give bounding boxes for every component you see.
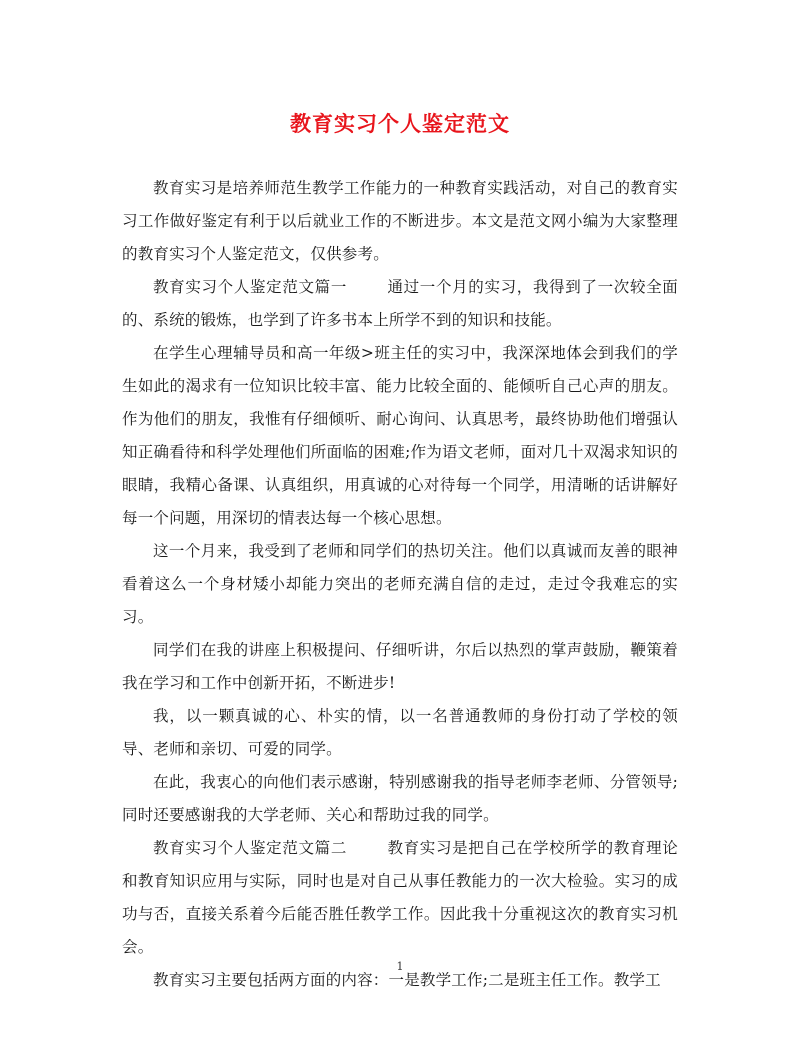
paragraph-section-1	[122, 271, 678, 337]
paragraph-sincere: 我，以一颗真诚的心、朴实的情，以一名普通教师的身份打动了学校的领导、老师和亲切、可爱的同学。	[122, 707, 678, 758]
section-1-text: 通过一个月的实习，我得到了一次较全面的、系统的锻炼，也学到了许多书本上所学不到的知识和技能。	[122, 278, 678, 329]
section-2-heading: 教育实习个人鉴定范文篇二	[153, 839, 347, 857]
paragraph-content: 教育实习主要包括两方面的内容：一是教学工作;二是班主任工作。教学工	[153, 971, 661, 989]
paragraph-month: 这一个月来，我受到了老师和同学们的热切关注。他们以真诚而友善的眼神看着这么一个身材矮小却能力突出的老师充满自信的走过，走过令我难忘的实习。	[122, 542, 678, 626]
paragraph-lecture: 同学们在我的讲座上积极提问、仔细听讲，尔后以热烈的掌声鼓励，鞭策着我在学习和工作中创新开拓，不断进步!	[122, 641, 678, 692]
section-2-text: 教育实习是把自己在学校所学的教育理论和教育知识应用与实际，同时也是对自己从事任教能力的一次大检验。实习的成功与否，直接关系着今后能否胜任教学工作。因此我十分重视这次的教育实习机会。	[122, 839, 678, 956]
document-title: 教育实习个人鉴定范文	[290, 111, 510, 136]
section-1-heading: 教育实习个人鉴定范文篇一	[153, 278, 347, 296]
paragraph-section-2	[122, 832, 678, 964]
paragraph-thanks: 在此，我衷心的向他们表示感谢，特别感谢我的指导老师李老师、分管领导;同时还要感谢我的大学老师、关心和帮助过我的同学。	[122, 773, 678, 824]
paragraph-intro: 教育实习是培养师范生教学工作能力的一种教育实践活动，对自己的教育实习工作做好鉴定有利于以后就业工作的不断进步。本文是范文网小编为大家整理的教育实习个人鉴定范文，仅供参考。	[122, 179, 678, 263]
document-body	[122, 172, 678, 997]
paragraph-counselor: 在学生心理辅导员和高一年级>班主任的实习中，我深深地体会到我们的学生如此的渴求有一位知识比较丰富、能力比较全面的、能倾听自己心声的朋友。作为他们的朋友，我惟有仔细倾听、耐心询问、认真思考，最终协助他们增强认知正确看待和科学处理他们所面临的困难;作为语文老师，面对几十双渴求知识的眼睛，我精心备课、认真组织，用真诚的心对待每一个同学，用清晰的话讲解好每一个问题，用深切的情表达每一个核心思想。	[122, 344, 678, 527]
page-number: 1	[396, 960, 404, 973]
